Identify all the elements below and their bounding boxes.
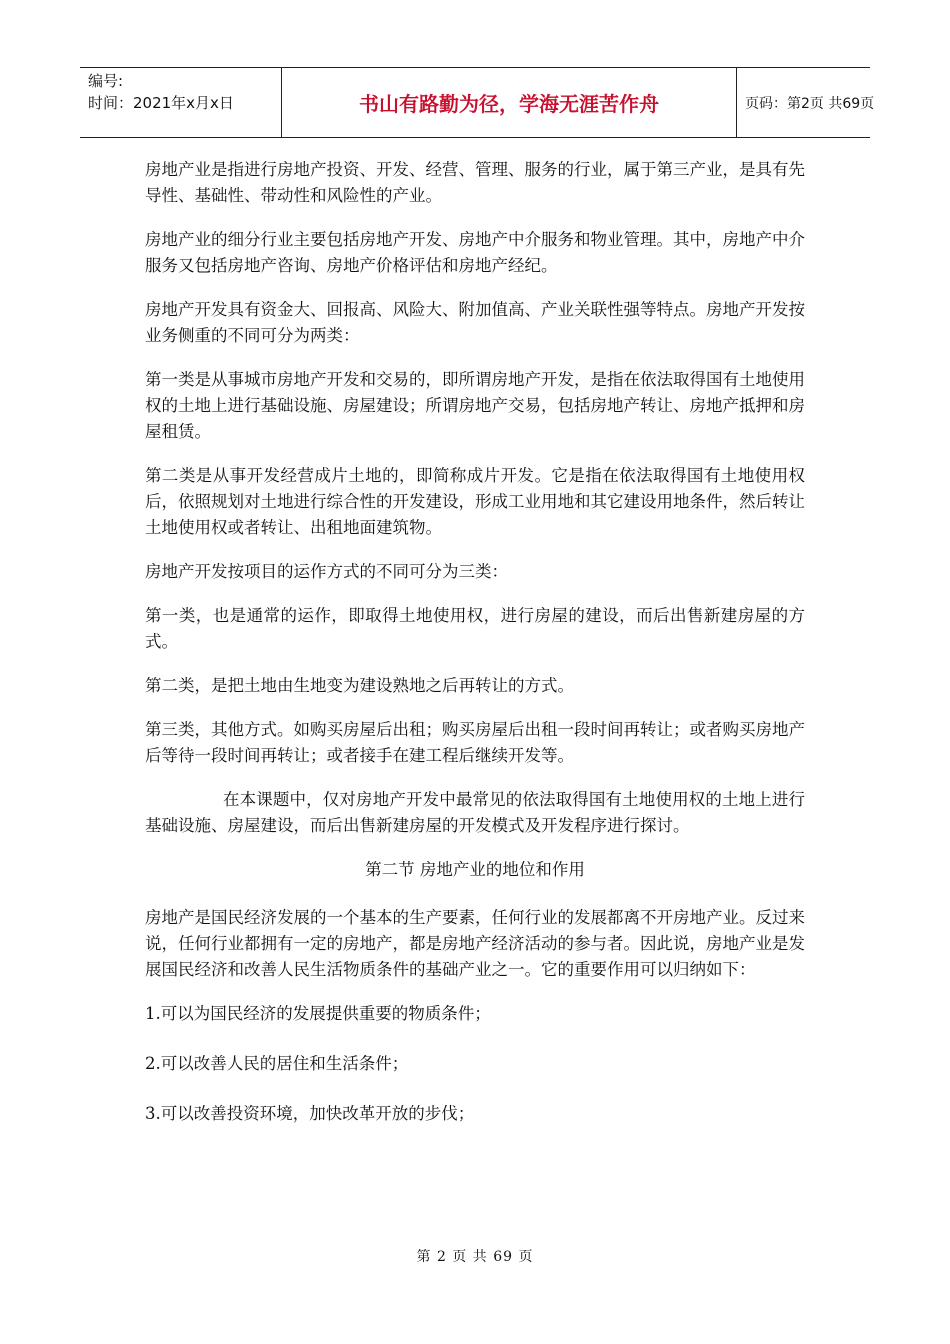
section-heading: 第二节 房地产业的地位和作用	[365, 860, 585, 879]
paragraph: 第一类是从事城市房地产开发和交易的，即所谓房地产开发，是指在依法取得国有土地使用权的土地上进行基础设施、房屋建设；所谓房地产交易，包括房地产转让、房地产抵押和房屋租赁。	[145, 370, 805, 441]
document-number-label: 编号:	[88, 72, 124, 90]
paragraph: 第二类是从事开发经营成片土地的，即简称成片开发。它是指在依法取得国有土地使用权后，依照规划对土地进行综合性的开发建设，形成工业用地和其它建设用地条件，然后转让土地使用权或者转让、出租地面建筑物。	[145, 466, 805, 537]
paragraph: 第一类，也是通常的运作，即取得土地使用权，进行房屋的建设，而后出售新建房屋的方式。	[145, 606, 805, 651]
list-item: 1.可以为国民经济的发展提供重要的物质条件；	[145, 1004, 491, 1023]
document-body	[145, 157, 805, 1151]
paragraph: 房地产开发具有资金大、回报高、风险大、附加值高、产业关联性强等特点。房地产开发按业务侧重的不同可分为两类：	[145, 300, 805, 345]
paragraph: 第二类，是把土地由生地变为建设熟地之后再转让的方式。	[145, 676, 574, 695]
page-header	[80, 67, 875, 138]
paragraph: 房地产业是指进行房地产投资、开发、经营、管理、服务的行业，属于第三产业，是具有先导性、基础性、带动性和风险性的产业。	[145, 160, 805, 205]
document-date: 时间：2021年x月x日	[88, 94, 234, 112]
list-item: 2.可以改善人民的居住和生活条件；	[145, 1054, 409, 1073]
paragraph: 房地产开发按项目的运作方式的不同可分为三类：	[145, 562, 508, 581]
section-intro: 房地产是国民经济发展的一个基本的生产要素，任何行业的发展都离不开房地产业。反过来说，任何行业都拥有一定的房地产，都是房地产经济活动的参与者。因此说，房地产业是发展国民经济和改善人民生活物质条件的基础产业之一。它的重要作用可以归纳如下：	[145, 908, 805, 979]
page-footer: 第 2 页 共 69 页	[416, 1249, 534, 1265]
header-page-info: 页码：第2页 共69页	[745, 95, 875, 112]
paragraph: 第三类，其他方式。如购买房屋后出租；购买房屋后出租一段时间再转让；或者购买房地产后等待一段时间再转让；或者接手在建工程后继续开发等。	[145, 720, 805, 765]
paragraph: 在本课题中，仅对房地产开发中最常见的依法取得国有土地使用权的土地上进行基础设施、房屋建设，而后出售新建房屋的开发模式及开发程序进行探讨。	[145, 790, 805, 835]
header-meta	[80, 68, 281, 137]
paragraph: 房地产业的细分行业主要包括房地产开发、房地产中介服务和物业管理。其中，房地产中介服务又包括房地产咨询、房地产价格评估和房地产经纪。	[145, 230, 805, 275]
list-item: 3.可以改善投资环境，加快改革开放的步伐；	[145, 1104, 475, 1123]
header-motto: 书山有路勤为径，学海无涯苦作舟	[281, 68, 737, 137]
